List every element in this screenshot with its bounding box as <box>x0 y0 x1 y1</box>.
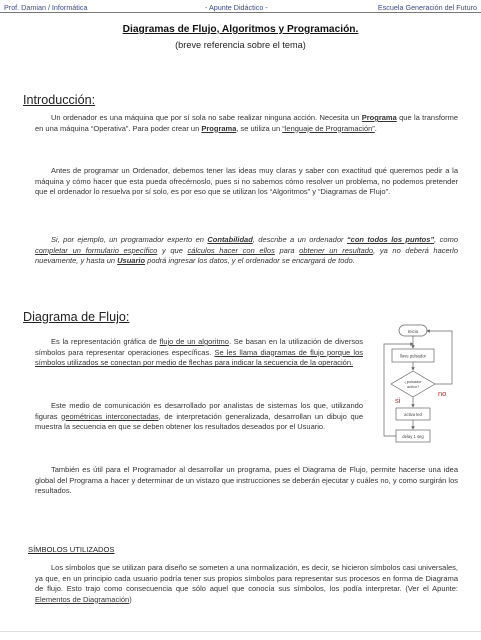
header-school: Escuela Generación del Futuro <box>377 3 477 12</box>
header-author: Prof. Damian / Informática <box>4 3 88 12</box>
flujo-paragraph-3: También es útil para el Programador al desarrollar un programa, pues el Diagrama de Flujo, permite hacerse una idea global del Programa a hacer y determinar de un vistazo que instrucciones se deberán ejecutar y cuáles no, y como surgirán los resultados. <box>35 465 458 496</box>
flowchart-decision-label-2: activo? <box>406 384 420 389</box>
flowchart-process-led-label: activa led <box>404 412 422 417</box>
flowchart-yes-label: si <box>395 396 401 405</box>
keyword-formulario: completar un formulario específico <box>35 245 158 255</box>
flujo-paragraph-2: Este medio de comunicación es desarrollado por analistas de sistemas los que, utilizando figuras geométricas interconectadas, de interpretación generalizada, desarrollan un dibujo que muestra la secuencia en que se deben obtener los resultados deseados por el Usuario. <box>35 401 363 432</box>
flowchart-process-delay-label: delay 1 seg <box>402 434 424 439</box>
keyword-programa: Programa <box>361 113 397 122</box>
flujo-paragraph-1: Es la representación gráfica de flujo de un algoritmo. Se basan en la utilización de diversos símbolos para representar operaciones específicas. Se les llama diagramas de flujo porque los símbolos utilizados se conectan por medio de flechas para indicar la secuencia de la operación. <box>35 337 364 368</box>
flowchart-decision-label-1: ¿pulsador <box>404 379 422 384</box>
keyword-lenguaje: “lenguaje de Programación” <box>282 123 375 133</box>
keyword-calculos: cálculos hacer con ellos <box>187 245 275 255</box>
keyword-flujo-algoritmo: flujo de un algoritmo <box>159 337 229 346</box>
flowchart-no-label: no <box>438 389 447 398</box>
page-subtitle: (breve referencia sobre el tema) <box>175 40 306 50</box>
heading-diagrama-de-flujo: Diagrama de Flujo: <box>23 310 130 324</box>
keyword-diagramas-definicion: Se les llama diagramas de flujo porque los símbolos utilizados se conectan por medio de flechas para indicar la secuencia de la operación. <box>35 347 364 368</box>
footer-divider <box>0 631 481 632</box>
keyword-contabilidad: Contabilidad <box>207 235 253 244</box>
simbolos-paragraph-1: Los símbolos que se utilizan para diseño se someten a una normalización, es decir, se hicieron símbolos casi universales, ya que, en un principio cada usuario podría tener sus propios símbolos para representar sus procesos en forma de Diagrama de flujo. Esto trajo como consecuencia que sólo aquel que conocía sus símbolos, los podía interpretar. (Ver el Apunte: Elementos de Diagramación) <box>35 563 458 604</box>
intro-paragraph-3: Si, por ejemplo, un programador experto en Contabilidad, describe a un ordenador “con todos los puntos”, como completar un formulario específico y que cálculos hacer con ellos para obtener un resultado, ya no deberá hacerlo nuevamente, y hasta un Usuario podrá ingresar los datos, y el ordenador se encargará de todo. <box>35 235 458 266</box>
keyword-programa-2: Programa <box>201 123 237 133</box>
flowchart-start-label: Inicio <box>407 329 419 334</box>
heading-introduccion: Introducción: <box>23 93 96 107</box>
heading-simbolos-utilizados: SÍMBOLOS UTILIZADOS <box>28 545 115 554</box>
header-doc-type: - Apunte Didáctico - <box>205 3 268 12</box>
intro-paragraph-1: Un ordenador es una máquina que por sí sola no sabe realizar ninguna acción. Necesita un Programa que la transforme en una máquina “Operativa”. Para poder crear un Programa, se utiliza un “lenguaje de Programación”. <box>35 113 458 133</box>
page-title: Diagramas de Flujo, Algoritmos y Programación. <box>122 24 359 35</box>
keyword-resultado: obtener un resultado <box>299 245 374 255</box>
keyword-con-todos-los-puntos: “con todos los puntos” <box>346 235 435 244</box>
keyword-usuario: Usuario <box>117 256 146 266</box>
keyword-geometricas: geométricas interconectadas <box>61 411 159 421</box>
flowchart-diagram <box>372 322 472 472</box>
flowchart-process-llave-label: llave pulsador <box>400 353 426 359</box>
header-divider <box>0 12 481 13</box>
intro-paragraph-2: Antes de programar un Ordenador, debemos tener las ideas muy claras y saber con exactitud qué queremos pedir a la máquina y cómo hacer que esta pueda ofrecérnoslo, pues si no sabemos cómo resolver un problema, no podemos pretender que el ordenador lo resuelva por sí solo, es por eso que se utilizan los “Algoritmos” y “Diagramas de Flujo”. <box>35 166 458 197</box>
link-elementos-de-diagramacion[interactable]: Elementos de Diagramación <box>35 594 130 604</box>
